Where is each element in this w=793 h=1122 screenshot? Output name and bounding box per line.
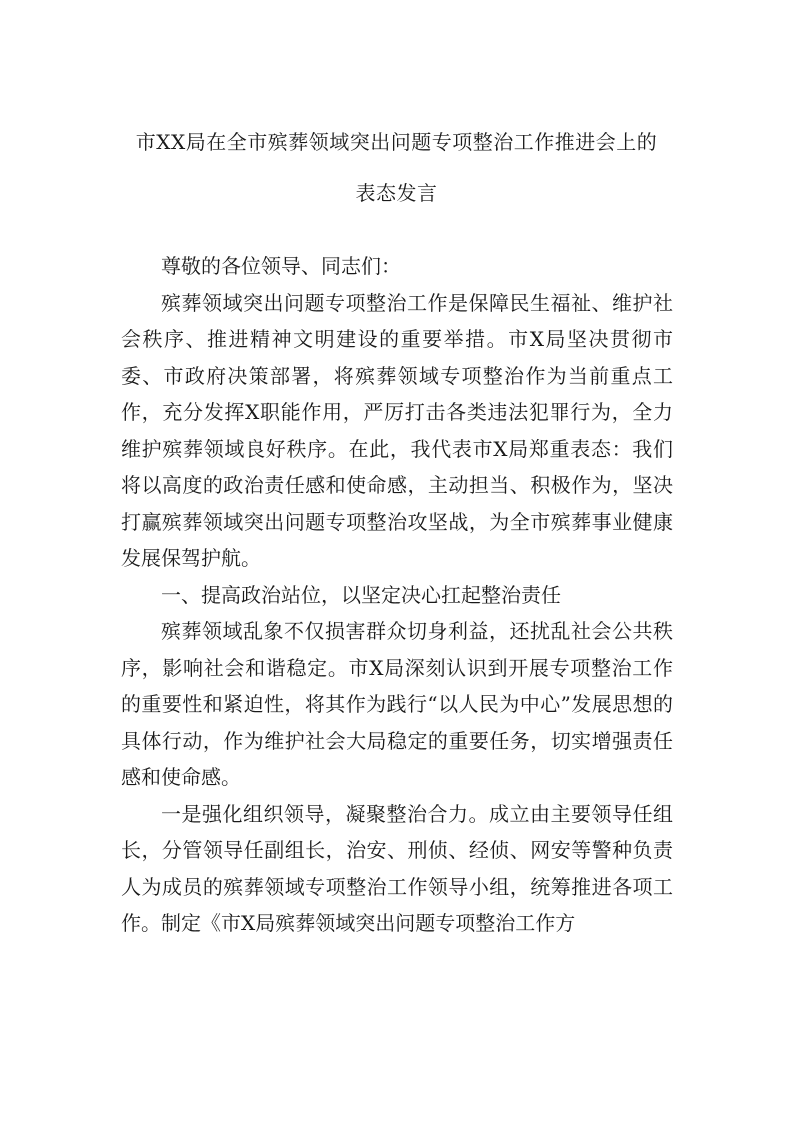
salutation: 尊敬的各位领导、同志们：	[161, 254, 401, 278]
document-title-line-1: 市XX局在全市殡葬领域突出问题专项整治工作推进会上的	[135, 130, 658, 154]
intro-paragraph: 殡葬领域突出问题专项整治工作是保障民生福祉、维护社会秩序、推进精神文明建设的重要举措。市X局坚决贯彻市委、市政府决策部署，将殡葬领域专项整治作为当前重点工作，充分发挥X职能作用，严厉打击各类违法犯罪行为，全力维护殡葬领域良好秩序。在此，我代表市X局郑重表态：我们将以高度的政治责任感和使命感，主动担当、积极作为，坚决打赢殡葬领域突出问题专项整治攻坚战，为全市殡葬事业健康发展保驾护航。	[121, 290, 673, 570]
section-heading-1: 一、提高政治站位，以坚定决心扛起整治责任	[161, 582, 561, 607]
document-title-line-2: 表态发言	[355, 181, 438, 205]
section-1-paragraph: 殡葬领域乱象不仅损害群众切身利益，还扰乱社会公共秩序，影响社会和谐稳定。市X局深刻认识到开展专项整治工作的重要性和紧迫性，将其作为践行“以人民为中心”发展思想的具体行动，作为维护社会大局稳定的重要任务，切实增强责任感和使命感。	[121, 619, 673, 789]
document-body	[121, 248, 673, 942]
section-1-point-1-paragraph: 一是强化组织领导，凝聚整治合力。成立由主要领导任组长，分管领导任副组长，治安、刑侦、经侦、网安等警种负责人为成员的殡葬领域专项整治工作领导小组，统筹推进各项工作。制定《市X局殡葬领域突出问题专项整治工作方	[121, 801, 673, 935]
